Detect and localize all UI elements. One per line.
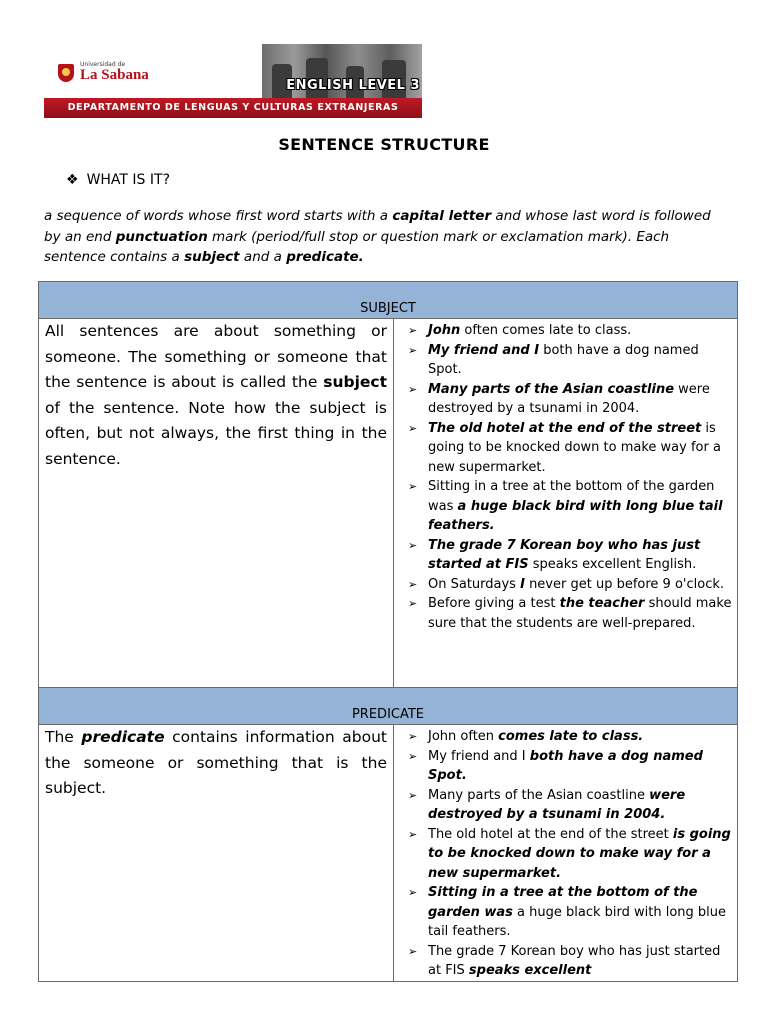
example-highlight: comes late to class.	[498, 729, 644, 744]
example-highlight: The grade 7 Korean boy who has just started at FIS	[428, 537, 701, 572]
list-item	[408, 942, 733, 981]
example-highlight: Sitting in a tree at the bottom of the garden was	[428, 885, 698, 920]
example-highlight: the teacher	[559, 596, 645, 611]
example-text: Many parts of the Asian coastline	[428, 787, 650, 803]
subject-description: All sentences are about something or someone. The something or someone that the sentence is about is called the subject of the sentence. Note how the subject is often, but not always, the first thing in the sentence.	[39, 319, 394, 688]
list-item	[408, 786, 733, 825]
list-item	[408, 419, 733, 478]
intro-bold: punctuation	[115, 228, 208, 245]
predicate-header: PREDICATE	[39, 688, 738, 725]
logo-big-text: La Sabana	[80, 67, 149, 83]
department-name: DEPARTAMENTO DE LENGUAS Y CULTURAS EXTRANJERAS	[67, 102, 399, 113]
example-highlight: The old hotel at the end of the street	[428, 420, 702, 436]
example-text: both have a dog named Spot.	[428, 342, 699, 377]
example-highlight: were destroyed by a tsunami in 2004.	[428, 787, 686, 822]
predicate-table	[38, 687, 738, 982]
intro-text: mark (period/full stop or question mark or exclamation mark). Each sentence contains a	[44, 228, 670, 265]
header-banner	[44, 44, 422, 118]
banner-top	[44, 44, 422, 98]
diamond-bullet-icon: ❖	[66, 172, 79, 188]
subject-example-list	[394, 319, 737, 633]
what-is-it-text: WHAT IS IT?	[86, 172, 171, 188]
example-highlight: both have a dog named Spot.	[428, 748, 703, 783]
list-item	[408, 536, 733, 575]
example-text: Before giving a test	[428, 596, 560, 611]
intro-bold: subject	[184, 249, 240, 265]
university-logo	[58, 62, 149, 83]
list-item	[408, 594, 733, 633]
example-text: My friend and I	[428, 748, 530, 764]
list-item	[408, 380, 733, 419]
list-item	[408, 477, 733, 536]
page-title: SENTENCE STRUCTURE	[278, 135, 490, 154]
department-bar	[44, 98, 422, 118]
intro-bold: predicate.	[286, 249, 364, 265]
list-item	[408, 883, 733, 942]
intro-text: a sequence of words whose first word starts with a	[44, 208, 393, 224]
example-text: Sitting in a tree at the bottom of the garden was	[428, 479, 715, 514]
definition-paragraph	[44, 206, 724, 268]
example-highlight: John	[428, 323, 461, 338]
example-text: On Saturdays	[428, 576, 521, 592]
example-highlight: is going to be knocked down to make way for a new supermarket.	[428, 826, 731, 881]
example-highlight: I	[520, 576, 525, 592]
example-text: John often	[428, 729, 499, 744]
predicate-example-list	[394, 725, 737, 981]
example-highlight: My friend and I	[428, 342, 540, 358]
example-text: is going to be knocked down to make way for a new supermarket.	[428, 420, 721, 475]
example-text: The old hotel at the end of the street	[428, 826, 673, 842]
intro-text: and a	[239, 249, 287, 265]
example-highlight: Many parts of the Asian coastline	[428, 381, 675, 397]
example-text: were destroyed by a tsunami in 2004.	[428, 381, 710, 416]
what-is-it-heading	[66, 172, 170, 188]
list-item	[408, 825, 733, 884]
classroom-photo	[262, 44, 422, 98]
list-item	[408, 341, 733, 380]
subject-header: SUBJECT	[39, 282, 738, 319]
shield-icon	[58, 64, 74, 82]
list-item	[408, 747, 733, 786]
subject-table	[38, 281, 738, 688]
predicate-examples	[394, 725, 738, 982]
example-text: should make sure that the students are well-prepared.	[428, 596, 732, 631]
intro-bold: capital letter	[392, 208, 492, 224]
predicate-description: The predicate contains information about the someone or something that is the subject.	[39, 725, 394, 982]
list-item	[408, 321, 733, 341]
example-text: never get up before 9 o'clock.	[524, 576, 724, 592]
example-text: The grade 7 Korean boy who has just started at FIS	[428, 943, 721, 978]
logo-small-text: Universidad de	[80, 61, 126, 68]
example-text: often comes late to class.	[460, 323, 632, 338]
example-highlight: a huge black bird with long blue tail feathers.	[428, 498, 723, 533]
example-highlight: speaks excellent	[468, 963, 592, 978]
example-text: speaks excellent English.	[528, 557, 697, 572]
list-item	[408, 727, 733, 747]
example-text: a huge black bird with long blue tail feathers.	[428, 904, 727, 939]
subject-examples	[394, 319, 738, 688]
list-item	[408, 575, 733, 595]
english-level-label: ENGLISH LEVEL 3	[286, 78, 420, 93]
intro-text: and whose last word is followed by an end	[44, 208, 711, 245]
